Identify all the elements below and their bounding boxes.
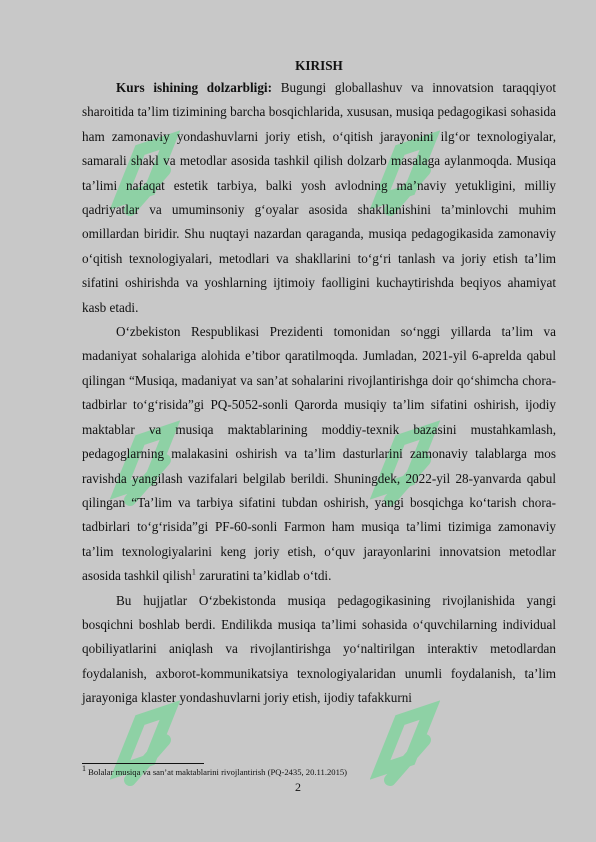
paragraph-decrees bbox=[82, 320, 556, 588]
paragraph-text: zaruratini ta’kidlab o‘tdi. bbox=[195, 568, 332, 584]
footnote-marker: 1 bbox=[82, 764, 86, 774]
footnote-divider bbox=[82, 763, 204, 764]
paragraph-documents bbox=[82, 589, 556, 711]
paragraph-text: Bu hujjatlar O‘zbekistonda musiqa pedagogikasining rivojlanishida yangi bosqichni boshlab berdi. Endilikda musiqa ta’limi sohasida o‘quvchilarning individual qobiliyatlarini aniqlash va rivojlantirishga yo‘naltirilgan interaktiv metodlardan foydalanish, axborot-kommunikatsiya texnologiyalaridan unumli foydalanish, ta’lim jarayoniga klaster yondashuvlarni joriy etish, ijodiy tafakkurni bbox=[82, 592, 556, 706]
paragraph-text: Bugungi globallashuv va innovatsion taraqqiyot sharoitida ta’lim tizimining barcha bosqichlarida, xususan, musiqa pedagogikasi sohasida ham zamonaviy yondashuvlarni joriy etish, o‘qitish jarayonini ilg‘or texnologiyalar, samarali shakl va metodlar asosida tashkil qilish dolzarb masalaga aylanmoqda. Musiqa ta’limi nafaqat estetik tarbiya, balki yosh avlodning ma’naviy yetukligini, milliy qadriyatlar va umuminsoniy g‘oyalar asosida shakllanishini ta’minlovchi muhim omillardan biridir. Shu nuqtayi nazardan qaraganda, musiqa pedagogikasida zamonaviy o‘qitish texnologiyalari, metodlari va shakllarini to‘g‘ri tanlash va joriy etish ta’lim sifatini oshirishda va yoshlarning ijtimoiy faolligini kuchaytirishda beqiyos ahamiyat kasb etadi. bbox=[82, 80, 556, 315]
footnote bbox=[82, 764, 556, 778]
paragraph-text: O‘zbekiston Respublikasi Prezidenti tomonidan so‘nggi yillarda ta’lim va madaniyat sohalariga alohida e’tibor qaratilmoqda. Jumladan, 2021-yil 6-aprelda qabul qilingan “Musiqa, madaniyat va san’at sohalarini rivojlantirishga doir qo‘shimcha chora-tadbirlar to‘g‘risida”gi PQ-5052-sonli Qarorda musiqiy ta’lim sifatini oshirish, ijodiy maktablar va musiqa maktablarining moddiy-texnik bazasini mustahkamlash, pedagoglarning malakasini oshirish va ta’lim dasturlarini zamonaviy talablarga mos ravishda yangilash vazifalari belgilab berildi. Shuningdek, 2022-yil 28-yanvarda qabul qilingan “Ta’lim va tarbiya sifatini tubdan oshirish, yangi bosqichga ko‘tarish chora-tadbirlari to‘g‘risida”gi PF-60-sonli Farmon ham musiqa ta’limi tizimiga zamonaviy ta’lim texnologiyalarini keng joriy etish, o‘quv jarayonlarini innovatsion metodlar asosida tashkil qilish bbox=[82, 324, 556, 584]
footnote-reference[interactable]: 1 bbox=[191, 567, 196, 577]
section-heading: KIRISH bbox=[295, 58, 343, 73]
footnote-text: Bolalar musiqa va san’at maktablarini rivojlantirish (PQ-2435, 20.11.2015) bbox=[86, 767, 348, 777]
paragraph-relevance bbox=[82, 76, 556, 320]
page-number: 2 bbox=[295, 780, 301, 794]
document-body bbox=[82, 56, 556, 711]
relevance-label: Kurs ishining dolzarbligi: bbox=[116, 80, 272, 95]
